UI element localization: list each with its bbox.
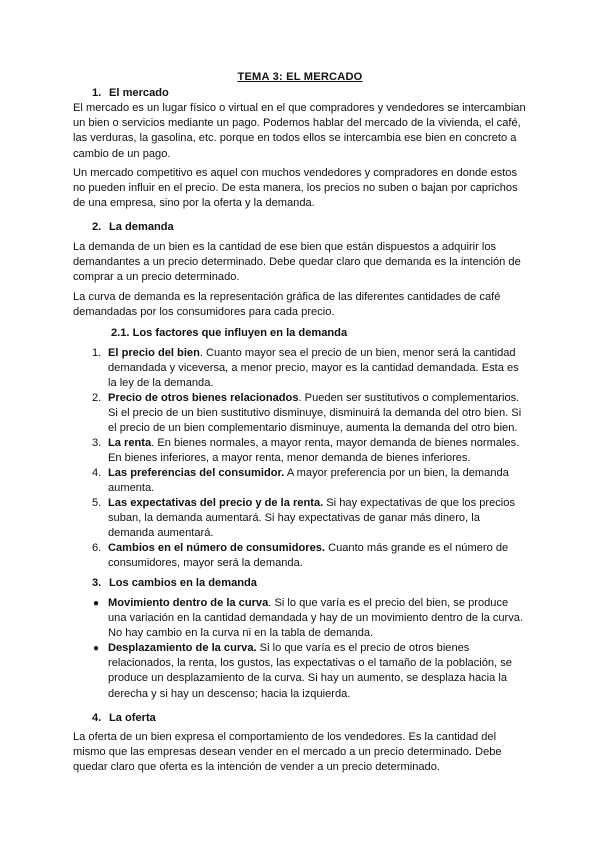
list-item <box>92 391 528 436</box>
paragraph-text: La oferta de un bien expresa el comportamiento de los vendedores. Es la cantidad del mismo que las empresas desean vender en el mercado a un precio determinado. Debe quedar claro que oferta es la intención de vender a un precio determinado. <box>73 731 502 774</box>
item-text: . Pueden ser sustitutivos o complementarios. Si el precio de un bien sustitutivo disminuye, disminuirá la demanda del otro bien. Si el precio de un bien complementario disminuye, aumenta la demanda del otro bien. <box>108 392 522 435</box>
section-heading-mercado <box>92 86 169 101</box>
item-text: Si hay expectativas de que los precios suban, la demanda aumentará. Si hay expectativas de ganar más dinero, la demanda aumentará. <box>108 497 515 540</box>
section-title: La oferta <box>109 712 156 724</box>
list-number: 4. <box>92 467 102 479</box>
paragraph-mercado-definition <box>73 101 528 162</box>
section-number: 2. <box>92 221 102 233</box>
subsection-heading-factores: 2.1. Los factores que influyen en la demanda <box>111 327 348 339</box>
item-bold-term: Las preferencias del consumidor. <box>108 467 285 479</box>
section-heading-demanda <box>92 220 174 235</box>
list-item <box>92 641 528 701</box>
list-item <box>92 541 528 571</box>
paragraph-text: La demanda de un bien es la cantidad de ese bien que están dispuestos a adquirir los demandantes a un precio determinado. Debe quedar claro que demanda es la intención de comprar a un precio determinado. <box>73 241 521 284</box>
item-text: . Si lo que varía es el precio del bien, se produce una variación en la cantidad demandada y hay de un movimiento dentro de la curva. No hay cambio en la curva ni en la tabla de demanda. <box>108 597 524 640</box>
section-title: El mercado <box>109 87 169 99</box>
section-title: Los cambios en la demanda <box>109 577 257 589</box>
section-heading-cambios <box>92 576 257 591</box>
document-title: TEMA 3: EL MERCADO <box>237 71 363 83</box>
list-item <box>92 496 528 541</box>
section-number: 1. <box>92 87 102 99</box>
item-bold-term: El precio del bien <box>108 347 200 359</box>
list-number: 3. <box>92 437 102 449</box>
list-number: 1. <box>92 347 102 359</box>
item-bold-term: Desplazamiento de la curva. <box>108 642 257 654</box>
paragraph-curva-demanda <box>73 290 528 320</box>
item-text: A mayor preferencia por un bien, la demanda aumenta. <box>108 467 509 495</box>
paragraph-oferta-definition <box>73 730 528 776</box>
factors-list <box>92 346 528 571</box>
section-heading-oferta <box>92 711 156 726</box>
item-bold-term: Las expectativas del precio y de la renta. <box>108 497 324 509</box>
list-number: 5. <box>92 497 102 509</box>
item-text: . Cuanto mayor sea el precio de un bien, menor será la cantidad demandada y viceversa, a menor precio, mayor es la cantidad demandada. Esta es la ley de la demanda. <box>108 347 519 390</box>
item-bold-term: Precio de otros bienes relacionados <box>108 392 299 404</box>
paragraph-text: Un mercado competitivo es aquel con muchos vendedores y compradores en donde estos no pueden influir en el precio. De esta manera, los precios no suben o bajan por caprichos de una empresa, sino por la oferta y la demanda. <box>73 167 518 210</box>
item-bold-term: Movimiento dentro de la curva <box>108 597 269 609</box>
list-item <box>92 596 528 641</box>
item-bold-term: Cambios en el número de consumidores. <box>108 542 325 554</box>
paragraph-demanda-definition <box>73 240 528 286</box>
item-text: Si lo que varía es el precio de otros bienes relacionados, la renta, los gustos, las expectativas o el tamaño de la población, se produce un desplazamiento de la curva. Si hay un aumento, se desplaza hacia la derecha y si hay un descenso; hacia la izquierda. <box>108 642 512 700</box>
paragraph-text: El mercado es un lugar físico o virtual en el que compradores y vendedores se intercambian un bien o servicios mediante un pago. Podemos hablar del mercado de la vivienda, el café, las verduras, la gasolina, etc. porque en todos ellos se intercambia ese bien en concreto a cambio de un pago. <box>73 102 526 160</box>
bullet-icon: ● <box>93 643 100 654</box>
list-item <box>92 466 528 496</box>
item-text: . En bienes normales, a mayor renta, mayor demanda de bienes normales. En bienes inferiores, a mayor renta, menor demanda de bienes inferiores. <box>108 437 520 465</box>
section-number: 3. <box>92 577 102 589</box>
item-bold-term: La renta <box>108 437 152 449</box>
section-number: 4. <box>92 712 102 724</box>
paragraph-mercado-competitivo <box>73 166 528 212</box>
item-text: Cuanto más grande es el número de consumidores, mayor será la demanda. <box>108 542 509 570</box>
list-item <box>92 436 528 466</box>
list-number: 6. <box>92 542 102 554</box>
section-title: La demanda <box>109 221 174 233</box>
list-number: 2. <box>92 392 102 404</box>
paragraph-text: La curva de demanda es la representación gráfica de las diferentes cantidades de café demandadas por los consumidores para cada precio. <box>73 291 501 319</box>
changes-list <box>92 596 528 701</box>
list-item <box>92 346 528 391</box>
bullet-icon: ● <box>93 598 100 609</box>
